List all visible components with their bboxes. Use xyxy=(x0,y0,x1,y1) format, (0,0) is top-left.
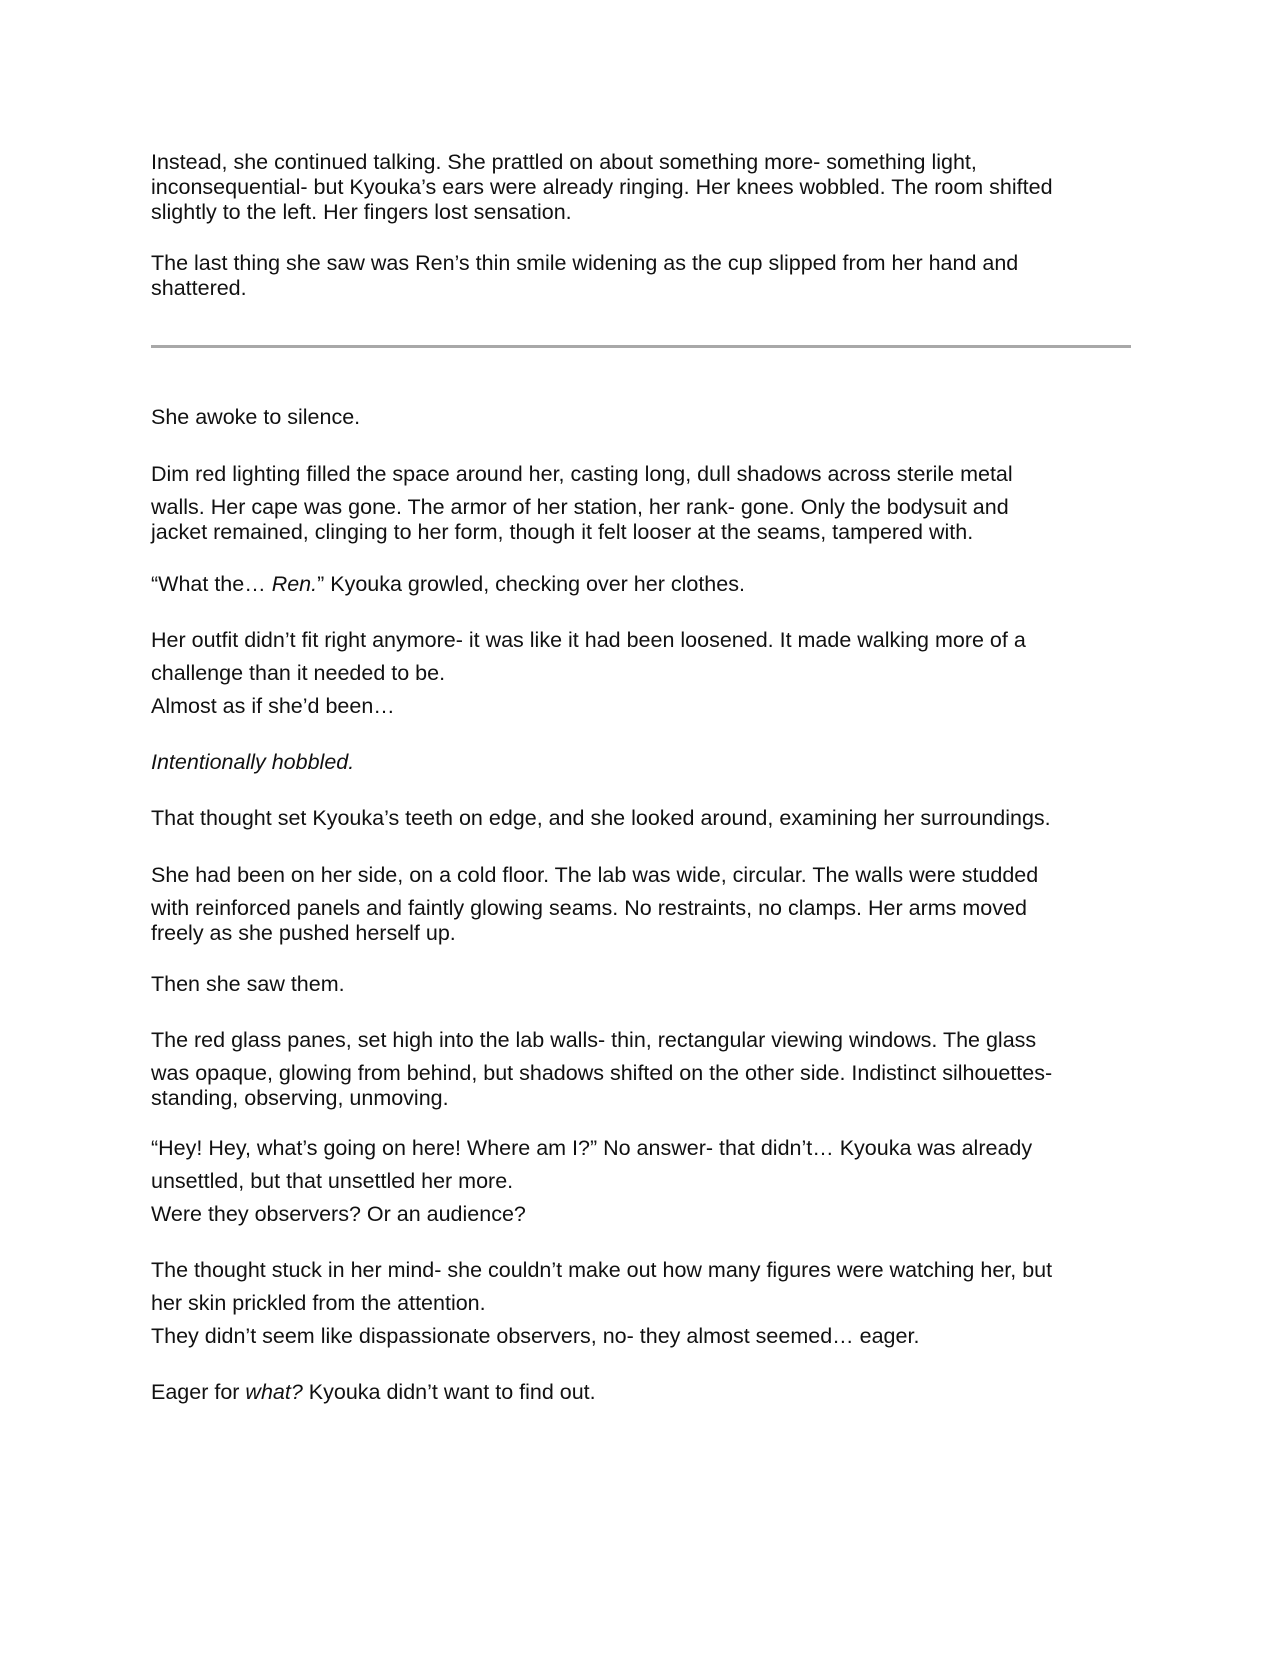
paragraph xyxy=(151,1028,1136,1111)
text-line: The red glass panes, set high into the lab walls- thin, rectangular viewing windows. The glass xyxy=(151,1028,1037,1052)
text-line: Almost as if she’d been… xyxy=(151,694,395,718)
text-line: unsettled, but that unsettled her more. xyxy=(151,1169,514,1193)
text-line: her skin prickled from the attention. xyxy=(151,1291,486,1315)
paragraph xyxy=(151,806,1136,831)
text-run: ” Kyouka growled, checking over her clothes. xyxy=(317,572,745,596)
paragraph xyxy=(151,462,1136,545)
text-line: walls. Her cape was gone. The armor of her station, her rank- gone. Only the bodysuit and xyxy=(151,495,1009,519)
text-line xyxy=(151,572,1136,597)
text-line: Were they observers? Or an audience? xyxy=(151,1202,526,1226)
paragraph xyxy=(151,405,1136,430)
text-line: freely as she pushed herself up. xyxy=(151,921,456,945)
text-line: with reinforced panels and faintly glowing seams. No restraints, no clamps. Her arms moved xyxy=(151,896,1027,920)
italic-text: Ren. xyxy=(271,572,318,596)
text-line: They didn’t seem like dispassionate observers, no- they almost seemed… eager. xyxy=(151,1324,920,1348)
text-line: shattered. xyxy=(151,276,247,300)
paragraph xyxy=(151,863,1136,946)
text-line: “Hey! Hey, what’s going on here! Where am I?” No answer- that didn’t… Kyouka was already xyxy=(151,1136,1033,1160)
text-line xyxy=(151,1380,1136,1405)
paragraph xyxy=(151,251,1136,301)
paragraph xyxy=(151,972,1136,997)
text-line: She awoke to silence. xyxy=(151,405,361,429)
text-run: Eager for xyxy=(151,1380,246,1404)
paragraph xyxy=(151,1258,1136,1349)
text-line: Then she saw them. xyxy=(151,972,345,996)
text-run: “What the… xyxy=(151,572,272,596)
paragraph xyxy=(151,1380,1136,1405)
text-line: Her outfit didn’t fit right anymore- it was like it had been loosened. It made walking more of a xyxy=(151,628,1026,652)
paragraph xyxy=(151,572,1136,597)
text-line: Instead, she continued talking. She prattled on about something more- something light, xyxy=(151,150,977,174)
italic-text: Intentionally hobbled. xyxy=(151,750,355,774)
paragraph xyxy=(151,750,1136,775)
text-run: Kyouka didn’t want to find out. xyxy=(302,1380,596,1404)
text-line: The thought stuck in her mind- she couldn’t make out how many figures were watching her, but xyxy=(151,1258,1053,1282)
paragraph xyxy=(151,628,1136,719)
text-line: Dim red lighting filled the space around her, casting long, dull shadows across sterile metal xyxy=(151,462,1013,486)
text-line: was opaque, glowing from behind, but shadows shifted on the other side. Indistinct silhouettes- xyxy=(151,1061,1053,1085)
section-divider xyxy=(151,345,1131,348)
text-line: slightly to the left. Her fingers lost sensation. xyxy=(151,200,572,224)
text-line: jacket remained, clinging to her form, though it felt looser at the seams, tampered with. xyxy=(151,520,974,544)
paragraph xyxy=(151,1136,1136,1227)
text-line: standing, observing, unmoving. xyxy=(151,1086,449,1110)
text-line: inconsequential- but Kyouka’s ears were already ringing. Her knees wobbled. The room shifted xyxy=(151,175,1053,199)
text-line: challenge than it needed to be. xyxy=(151,661,446,685)
text-line: That thought set Kyouka’s teeth on edge, and she looked around, examining her surroundings. xyxy=(151,806,1051,830)
paragraph xyxy=(151,150,1136,225)
text-line: She had been on her side, on a cold floor. The lab was wide, circular. The walls were studded xyxy=(151,863,1039,887)
italic-text: what? xyxy=(245,1380,303,1404)
text-line: The last thing she saw was Ren’s thin smile widening as the cup slipped from her hand and xyxy=(151,251,1019,275)
